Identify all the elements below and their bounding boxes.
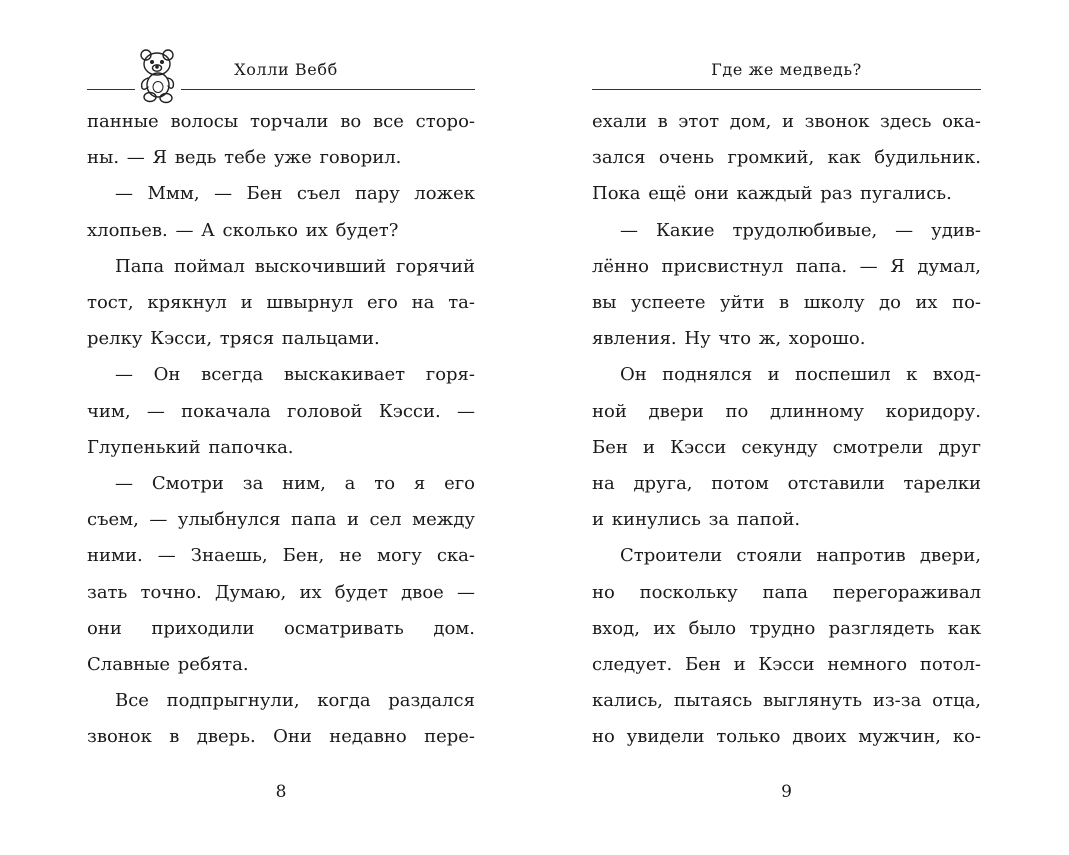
text-line: вы успеете уйти в школу до их по- [592, 292, 981, 314]
text-line: ехали в этот дом, и звонок здесь ока- [592, 111, 981, 132]
running-head-title: Где же медведь? [711, 60, 862, 79]
text-line: следует. Бен и Кэсси немного потол- [592, 654, 981, 676]
text-line: зать точно. Думаю, их будет двое — [87, 581, 475, 603]
text-line: Папа поймал выскочивший горячий [115, 255, 475, 277]
text-line: кались, пытаясь выглянуть из-за отца, [592, 690, 981, 712]
text-line: но увидели только двоих мужчин, ко- [592, 726, 981, 748]
text-line: Все подпрыгнули, когда раздался [115, 690, 475, 712]
text-line: лённо присвистнул папа. — Я думал, [592, 255, 981, 277]
text-line: тост, крякнул и швырнул его на та- [87, 292, 475, 314]
teddy-bear-icon [135, 47, 181, 105]
text-line: чим, — покачала головой Кэсси. — [87, 400, 475, 422]
left-page-text [87, 104, 475, 756]
text-line: Славные ребята. [87, 654, 249, 676]
text-line: Он поднялся и поспешил к вход- [620, 364, 981, 386]
left-page [87, 0, 475, 855]
text-line: Строители стояли напротив двери, [620, 545, 981, 567]
text-line: явления. Ну что ж, хорошо. [592, 328, 866, 350]
text-line: ны. — Я ведь тебе уже говорил. [87, 147, 402, 169]
text-line: ной двери по длинному коридору. [592, 400, 981, 422]
text-line: но поскольку папа перегораживал [592, 581, 981, 603]
text-line: съем, — улыбнулся папа и сел между [87, 509, 475, 531]
text-line: вход, их было трудно разглядеть как [592, 617, 981, 639]
right-page-text [592, 104, 981, 756]
text-line: зался очень громкий, как будильник. [592, 147, 981, 169]
running-head-author: Холли Вебб [234, 60, 338, 79]
text-line: релку Кэсси, тряся пальцами. [87, 328, 380, 350]
text-line: — Смотри за ним, а то я его [115, 473, 475, 495]
page-number-right: 9 [781, 782, 792, 802]
text-line: и кинулись за папой. [592, 509, 801, 531]
text-line: хлопьев. — А сколько их будет? [87, 219, 399, 241]
text-line: — Ммм, — Бен съел пару ложек [115, 183, 475, 205]
text-line: — Он всегда выскакивает горя- [115, 364, 475, 386]
running-head-left [87, 59, 475, 90]
text-line: Пока ещё они каждый раз пугались. [592, 183, 952, 205]
right-page [592, 0, 981, 855]
text-line: — Какие трудолюбивые, — удив- [620, 219, 981, 241]
text-line: звонок в дверь. Они недавно пере- [87, 726, 475, 748]
text-line: на друга, потом отставили тарелки [592, 473, 981, 495]
page-number-left: 8 [275, 782, 287, 802]
text-line: они приходили осматривать дом. [87, 617, 475, 639]
running-head-right [592, 59, 981, 90]
text-line: ними. — Знаешь, Бен, не могу ска- [87, 545, 475, 567]
text-line: Глупенький папочка. [87, 436, 294, 458]
text-line: панные волосы торчали во все сторо- [87, 111, 475, 132]
text-line: Бен и Кэсси секунду смотрели друг [592, 436, 981, 458]
